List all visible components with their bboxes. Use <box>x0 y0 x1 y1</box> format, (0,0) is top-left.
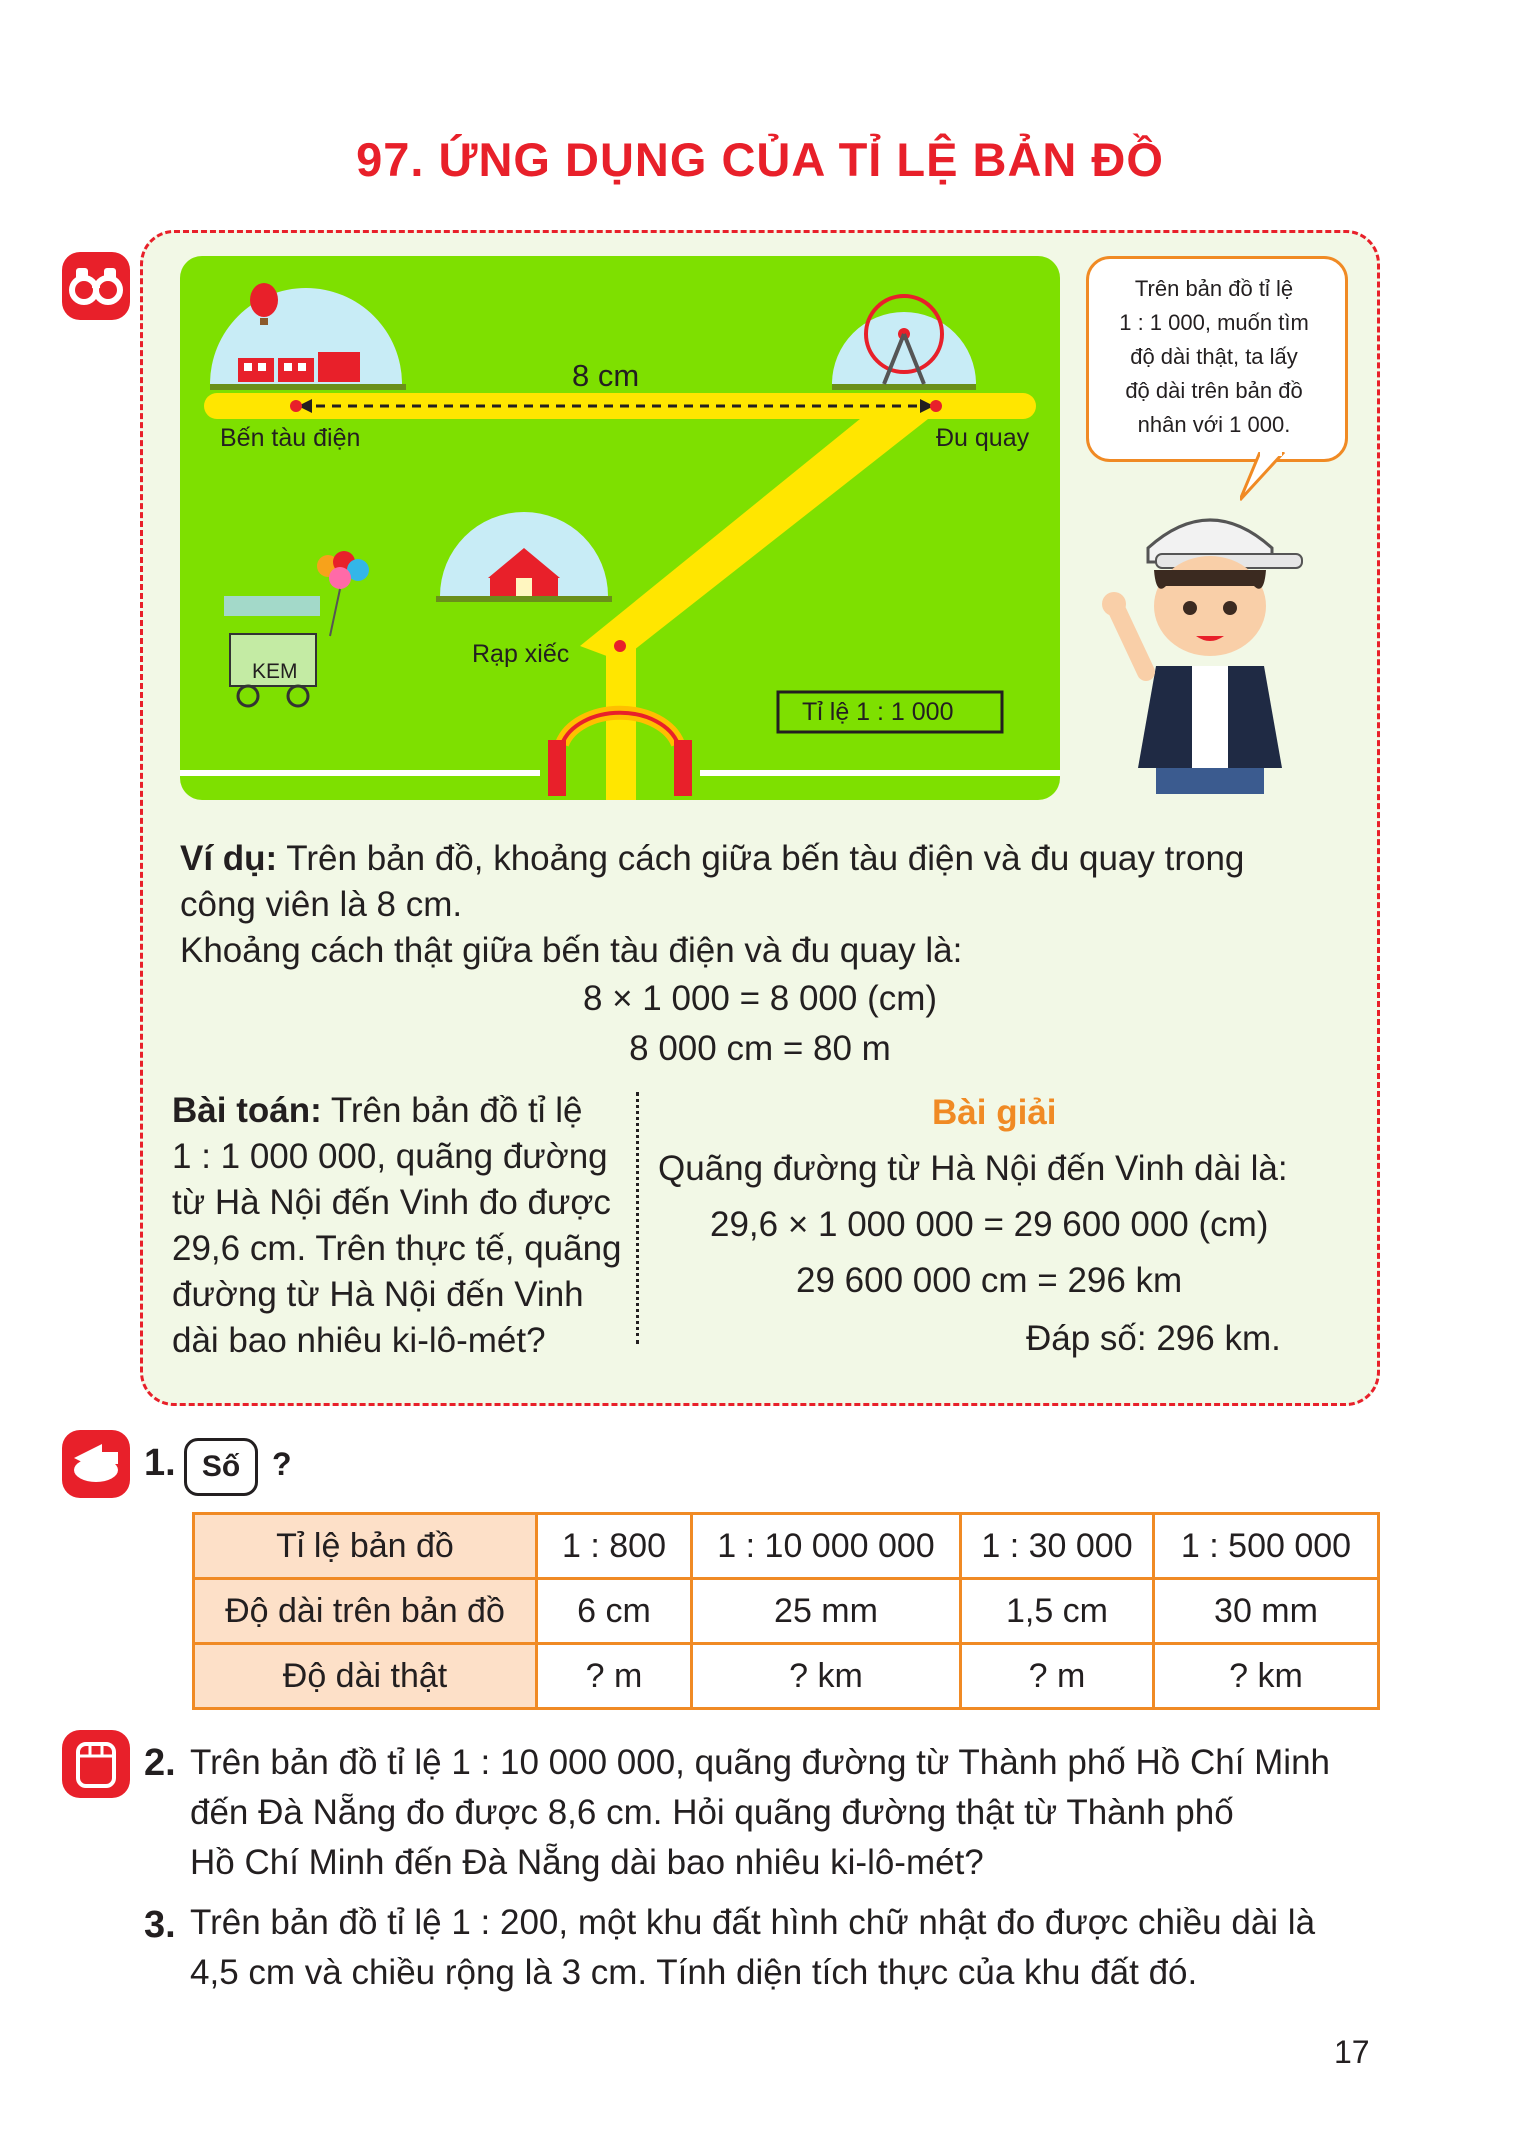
example-line-1: Ví dụ: Trên bản đồ, khoảng cách giữa bến tàu điện và đu quay trong <box>180 839 1245 878</box>
solution-calc-1: 29,6 × 1 000 000 = 29 600 000 (cm) <box>710 1205 1269 1244</box>
exercise-2-line-2: đến Đà Nẵng đo được 8,6 cm. Hỏi quãng đường thật từ Thành phố <box>190 1793 1234 1832</box>
example-line-3: Khoảng cách thật giữa bến tàu điện và đu quay là: <box>180 931 963 970</box>
table-row <box>194 1514 1379 1579</box>
solution-answer: Đáp số: 296 km. <box>1026 1319 1281 1358</box>
speech-bubble-text: Trên bản đồ tỉ lệ 1 : 1 000, muốn tìm độ dài thật, ta lấy độ dài trên bản đồ nhân với 1 000. <box>1119 276 1309 437</box>
table-cell: ? km <box>692 1644 961 1709</box>
circus-label: Rạp xiếc <box>472 640 570 668</box>
example-line-2: công viên là 8 cm. <box>180 885 463 924</box>
problem-line-1: Bài toán: Trên bản đồ tỉ lệ <box>172 1091 583 1130</box>
page-title: 97. ỨNG DỤNG CỦA TỈ LỆ BẢN ĐỒ <box>356 133 1164 186</box>
table-cell: Tỉ lệ bản đồ <box>194 1514 537 1579</box>
distance-label: 8 cm <box>572 358 640 393</box>
binoculars-icon <box>62 252 130 320</box>
table-cell: ? km <box>1154 1644 1379 1709</box>
table-row <box>194 1644 1379 1709</box>
exercise-2-number: 2. <box>144 1742 176 1784</box>
example-calc-1: 8 × 1 000 = 8 000 (cm) <box>582 979 938 1018</box>
solution-heading: Bài giải <box>932 1093 1057 1132</box>
problem-line-5: đường từ Hà Nội đến Vinh <box>172 1275 584 1314</box>
example-calc-2: 8 000 cm = 80 m <box>629 1029 891 1068</box>
table-cell: Độ dài thật <box>194 1644 537 1709</box>
table-cell: 30 mm <box>1154 1579 1379 1644</box>
balloons-icon <box>317 551 369 636</box>
exercise-3-line-1: Trên bản đồ tỉ lệ 1 : 200, một khu đất hình chữ nhật đo được chiều dài là <box>190 1903 1316 1942</box>
exercise-2-line-3: Hồ Chí Minh đến Đà Nẵng dài bao nhiêu ki-lô-mét? <box>190 1843 984 1882</box>
problem-line-3: từ Hà Nội đến Vinh đo được <box>172 1183 611 1222</box>
park-map <box>180 256 1060 800</box>
ice-cream-cart-icon <box>224 596 320 706</box>
table-cell: 6 cm <box>537 1579 692 1644</box>
table-cell: 1 : 800 <box>537 1514 692 1579</box>
ferris-wheel-label: Đu quay <box>936 424 1030 452</box>
exercise-1-number: 1. <box>144 1442 176 1484</box>
speech-bubble-tail <box>1240 452 1300 502</box>
problem-line-6: dài bao nhiêu ki-lô-mét? <box>172 1321 546 1360</box>
page-number: 17 <box>1334 2034 1370 2070</box>
problem-line-4: 29,6 cm. Trên thực tế, quãng <box>172 1229 622 1268</box>
exercise-1-question: ? <box>272 1446 292 1482</box>
table-row <box>194 1579 1379 1644</box>
scale-table <box>192 1512 1380 1710</box>
solution-calc-2: 29 600 000 cm = 296 km <box>796 1261 1183 1300</box>
table-cell: 1 : 10 000 000 <box>692 1514 961 1579</box>
table-cell: 1 : 30 000 <box>961 1514 1154 1579</box>
solution-line-1: Quãng đường từ Hà Nội đến Vinh dài là: <box>658 1149 1288 1188</box>
exercise-1-box: Số <box>184 1438 258 1496</box>
table-cell: 25 mm <box>692 1579 961 1644</box>
exercise-3-number: 3. <box>144 1904 176 1946</box>
cloud-arrow-icon <box>62 1430 130 1498</box>
table-cell: ? m <box>537 1644 692 1709</box>
table-cell: ? m <box>961 1644 1154 1709</box>
fist-icon <box>62 1730 130 1798</box>
icecream-label: KEM <box>252 660 298 683</box>
exercise-2-line-1: Trên bản đồ tỉ lệ 1 : 10 000 000, quãng đường từ Thành phố Hồ Chí Minh <box>190 1743 1331 1782</box>
station-label: Bến tàu điện <box>220 424 361 452</box>
exercise-3-line-2: 4,5 cm và chiều rộng là 3 cm. Tính diện tích thực của khu đất đó. <box>190 1953 1198 1992</box>
boy-character <box>1086 496 1336 796</box>
table-cell: Độ dài trên bản đồ <box>194 1579 537 1644</box>
problem-line-2: 1 : 1 000 000, quãng đường <box>172 1137 608 1176</box>
divider <box>636 1092 639 1344</box>
table-cell: 1 : 500 000 <box>1154 1514 1379 1579</box>
table-cell: 1,5 cm <box>961 1579 1154 1644</box>
scale-label: Tỉ lệ 1 : 1 000 <box>802 698 954 726</box>
